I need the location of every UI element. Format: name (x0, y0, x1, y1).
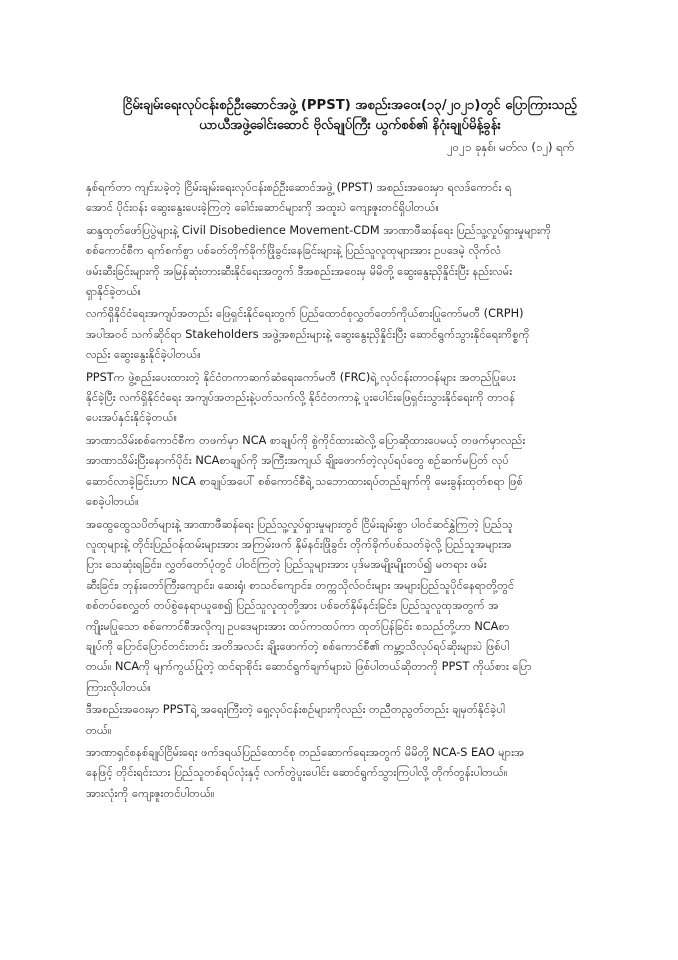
paragraph-line: လက်ရှိနိုင်ငံရေးအကျပ်အတည်း ဖြေရှင်းနိုင်ရေးတွက် ပြည်ထောင်စုလွှတ်တော်ကိုယ်စားပြုကော်မတီ (CRPH) (86, 307, 524, 321)
paragraph-line: ဆီးခြင်း၊ ဘုန်းတော်ကြီးကျောင်း၊ ဆေးရုံ၊ စာသင်ကျောင်း၊ တက္ကသိုလ်ဝင်းများ အများပြည်သူပိုင်နေရာတို့တွင် (86, 578, 515, 592)
paragraph-line: စေခဲ့ပါတယ်။ (86, 495, 139, 509)
paragraph-line: ရှာနိုင်ခဲ့တယ်။ (86, 285, 141, 299)
document-date: ၂၀၂၁ ခုနှစ်၊ မတ်လ (၁၂) ရက် (446, 140, 574, 154)
paragraph-line: အားလုံးကို ကျေးဇူးတင်ပါတယ်။ (86, 786, 215, 800)
document-header (90, 96, 610, 156)
paragraph-line: ပြား သေဆုံးရခြင်း၊ လွှတ်တော်ပုံတွင် ပါဝင်ကြတဲ့ ပြည်သူများအား ပုဒ်မအမျိုးမျိုးတပ်၍ မတရား ဖမ်း (86, 558, 487, 572)
paragraph-line: ဒီအစည်းအဝေးမှာ PPSTရဲ့ အရေးကြီးတဲ့ ရှေ့လုပ်ငန်းစဉ်များကိုလည်း တညီတညွတ်တည်း ချမှတ်နိုင်ခဲ့ပါ (86, 703, 505, 717)
paragraph-line: ဖမ်းဆီးခြင်းများကို အမြန်ဆုံးတားဆီးနိုင်ရေးအတွက် ဒီအစည်းအဝေးမှ မိမိတို့ ဆွေးနွေးညှိနှိုင်းပြီး နည်းလမ်း (86, 264, 513, 278)
paragraph-8 (86, 743, 596, 804)
paragraph-line: အာဏာသိမ်းစစ်ကောင်စီက တဖက်မှာ NCA စာချုပ်ကို စွဲကိုင်ထားဆဲလို့ ပြောဆိုထားပေမယ့် တဖက်မှာလည်း (86, 433, 526, 447)
title-line-1: ငြိမ်းချမ်းရေးလုပ်ငန်းစဉ်ဦးဆောင်အဖွဲ့ (PPST) အစည်းအဝေး(၁၃/၂၀၂၁)တွင် ပြောကြားသည့် (122, 98, 578, 113)
paragraph-line: တယ်။ (86, 723, 112, 737)
paragraph-line: အပါအဝင် သက်ဆိုင်ရာ Stakeholders အဖွဲ့အစည်းများနဲ့ ဆွေးနွေးညှိနှိုင်းပြီး ဆောင်ရွက်သွားနိုင်ရေးကိစ္စကို (86, 327, 530, 341)
paragraph-line: ချုပ်ကို ပြောင်ပြောင်တင်းတင်း အတိအလင်း ချိုးဖောက်တဲ့ စစ်ကောင်စီ၏ ကမ္ဘာ့သိလုပ်ရပ်ဆိုးများပဲ ဖြစ်ပါ (86, 639, 510, 653)
paragraph-line: အာဏာရှင်စနစ်ချုပ်ငြိမ်းရေး ဖက်ဒရယ်ပြည်ထောင်စု တည်ဆောက်ရေးအတွက် မိမိတို့ NCA-S EAO များအ (86, 745, 525, 759)
paragraph-line: တယ်။ NCAကို မျက်ကွယ်ပြုတဲ့ ထင်ရာစိုင်း ဆောင်ရွက်ချက်များပဲ ဖြစ်ပါတယ်ဆိုတာကို PPST ကိုယ်စား ပြော (86, 660, 532, 674)
paragraph-line: အာဏာသိမ်းပြီးနောက်ပိုင်း NCAစာချုပ်ကို အကြီးအကျယ် ချိုးဖောက်တဲ့လုပ်ရပ်တွေ စဉ်ဆက်မပြတ် လုပ် (86, 454, 509, 468)
paragraph-line: PPSTက ဖွဲ့စည်းပေးထားတဲ့ နိုင်ငံတကာဆက်ဆံရေးကော်မတီ (FRC)ရဲ့ လုပ်ငန်းတာဝန်များ အတည်ပြုပေး (86, 370, 516, 384)
paragraph-line: အထွေထွေသပိတ်များနဲ့ အာဏာဖီဆန်ရေး ပြည်သူ့လှုပ်ရှားမှုများတွင် ငြိမ်းချမ်းစွာ ပါဝင်ဆင်နွှဲကြတဲ့ ပြည်သူ (86, 517, 513, 531)
paragraph-line: နှစ်ရက်တာ ကျင်းပခဲ့တဲ့ ငြိမ်းချမ်းရေးလုပ်ငန်းစဉ်ဦးဆောင်အဖွဲ့ (PPST) အစည်းအဝေးမှာ ရလဒ်ကောင်း ရ (86, 181, 512, 194)
paragraph-line: နိုင်ခဲ့ပြီး လက်ရှိနိုင်ငံရေး အကျပ်အတည်းနဲ့ပတ်သက်လို့ နိုင်ငံတကာနဲ့ ပူးပေါင်းဖြေရှင်းသွားနိုင်ရေးကို တာဝန် (86, 391, 516, 405)
paragraph-1 (86, 178, 596, 219)
paragraph-line: နေဖြင့် တိုင်းရင်းသား ပြည်သူတစ်ရပ်လုံးနှင့် လက်တွဲပူးပေါင်း ဆောင်ရွက်သွားကြပါလို့ တိုက်တွန်းပါတယ်။ (86, 766, 508, 780)
paragraph-line: ကျိုးမပြုသော စစ်ကောင်စီအလိုကျ ဥပဒေများအား ထပ်ကာထပ်ကာ ထုတ်ပြန်ခြင်း စသည်တို့ဟာ NCAစာ (86, 619, 510, 633)
paragraph-5 (86, 431, 596, 513)
title-line-2: ယာယီအဖွဲ့ခေါင်းဆောင် ဗိုလ်ချုပ်ကြီး ယွက်စစ်၏ နိဂုံးချုပ်မိန့်ခွန်း (199, 118, 501, 133)
paragraph-line: လူထုများနဲ့ တိုင်းပြည်ဝန်ထမ်းများအား အကြမ်းဖက် နှိမ်နင်းဖြိုခွင်း တိုက်ခိုက်ပစ်သတ်ခဲ့လို့ ပြည်သူအများအ (86, 537, 512, 551)
paragraph-line: ဆောင်လာခဲ့ခြင်းဟာ NCA စာချုပ်အပေါ် စစ်ကောင်စီရဲ့ သဘောထားရပ်တည်ချက်ကို မေးခွန်းထုတ်စရာ ဖြစ် (86, 474, 524, 488)
document-body (86, 178, 596, 806)
paragraph-7 (86, 700, 596, 741)
paragraph-6 (86, 515, 596, 699)
paragraph-line: အောင် ပိုင်းဝန်း ဆွေးနွေးပေးခဲ့ကြတဲ့ ခေါင်းဆောင်များကို အထူးပဲ ကျေးဇူးတင်ရှိပါတယ်။ (86, 201, 439, 215)
paragraph-2 (86, 221, 596, 303)
paragraph-3 (86, 304, 596, 365)
paragraph-line: ဆန္ဒထုတ်ဖော်ပြပွဲများနဲ့ Civil Disobedience Movement-CDM အာဏာဖီဆန်ရေး ပြည်သူ့လှုပ်ရှားမှုများကို (86, 223, 552, 237)
paragraph-line: ပေးအပ်နှင်းနိုင်ခဲ့တယ်။ (86, 411, 178, 425)
paragraph-4 (86, 368, 596, 429)
paragraph-line: စစ်တပ်စေလွှတ် တပ်စွဲနေရာယူစေ၍ ပြည်သူလူထုတို့အား ပစ်ခတ်နှိမ်နင်းခြင်း၊ ပြည်သူလူထုအတွက် အ (86, 599, 499, 613)
paragraph-line: စစ်ကောင်စီက ရက်စက်စွာ ပစ်ခတ်တိုက်ခိုက်ဖြိုခွင်းနေခြင်းများနဲ့ ပြည်သူလူထုများအား ဥပဒေမဲ့ လိုက်လံ (86, 244, 501, 258)
paragraph-line: လည်း ဆွေးနွေးနိုင်ခဲ့ပါတယ်။ (86, 348, 201, 362)
paragraph-line: ကြားလိုပါတယ်။ (86, 680, 151, 694)
